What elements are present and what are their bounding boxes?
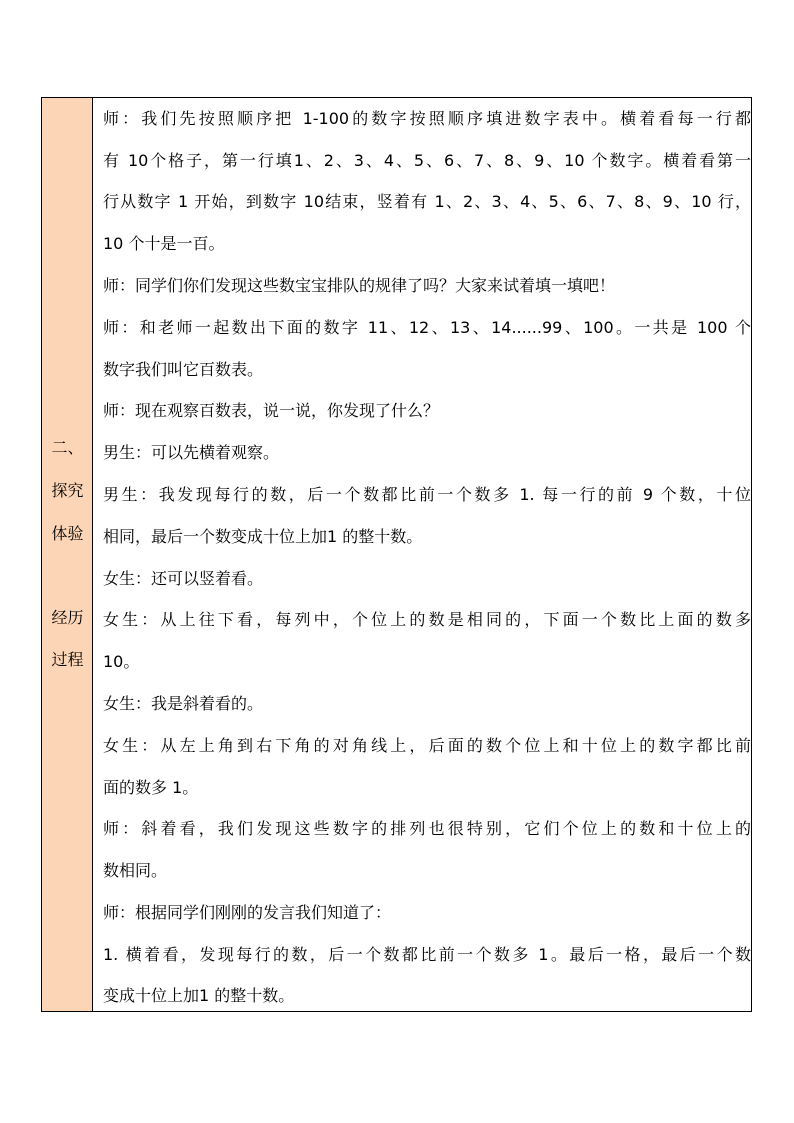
text-line: 女生：我是斜着看的。 xyxy=(103,694,264,713)
section-label-line: 探究 xyxy=(51,481,84,500)
text-line: 相同，最后一个数变成十位上加1 的整十数。 xyxy=(103,527,423,546)
section-label-cell xyxy=(42,98,93,1011)
section-label-line: 过程 xyxy=(51,650,84,669)
text-line: 10。 xyxy=(103,652,140,671)
text-line: 师：斜着看，我们发现这些数字的排列也很特别，它们个位上的数和十位上的 xyxy=(103,819,751,838)
text-line: 1. 横着看，发现每行的数，后一个数都比前一个数多 1。最后一格，最后一个数 xyxy=(103,945,751,964)
text-line: 师：根据同学们刚刚的发言我们知道了： xyxy=(103,903,392,922)
text-line: 女生：从上往下看，每列中，个位上的数是相同的，下面一个数比上面的数多 xyxy=(103,610,751,629)
text-line: 数字我们叫它百数表。 xyxy=(103,360,264,379)
lesson-table xyxy=(41,97,752,1012)
text-line: 师：我们先按照顺序把 1-100的数字按照顺序填进数字表中。横着看每一行都 xyxy=(103,109,751,128)
text-line: 师：和老师一起数出下面的数字 11、12、13、14......99、100。一共是 100 个 xyxy=(103,318,751,337)
text-line: 有 10个格子，第一行填1、2、3、4、5、6、7、8、9、10 个数字。横着看第一 xyxy=(103,151,751,170)
section-label-line: 体验 xyxy=(51,524,84,543)
text-line: 10 个十是一百。 xyxy=(103,234,225,253)
text-line: 面的数多 1。 xyxy=(103,778,199,797)
text-line: 女生：还可以竖着看。 xyxy=(103,569,264,588)
text-line: 师：现在观察百数表，说一说，你发现了什么？ xyxy=(103,401,440,420)
lesson-content-cell xyxy=(93,98,751,1011)
text-line: 数相同。 xyxy=(103,861,168,880)
text-line: 行从数字 1 开始，到数字 10结束，竖着有 1、2、3、4、5、6、7、8、9、10 行， xyxy=(103,192,751,211)
text-line: 变成十位上加1 的整十数。 xyxy=(103,986,295,1005)
text-line: 师：同学们你们发现这些数宝宝排队的规律了吗？大家来试着填一填吧！ xyxy=(103,276,616,295)
section-label-line: 经历 xyxy=(51,608,84,627)
section-label-line: 二、 xyxy=(51,438,84,457)
text-line: 女生：从左上角到右下角的对角线上，后面的数个位上和十位上的数字都比前 xyxy=(103,736,751,755)
text-line: 男生：可以先横着观察。 xyxy=(103,443,280,462)
text-line: 男生：我发现每行的数，后一个数都比前一个数多 1. 每一行的前 9 个数，十位 xyxy=(103,485,751,504)
